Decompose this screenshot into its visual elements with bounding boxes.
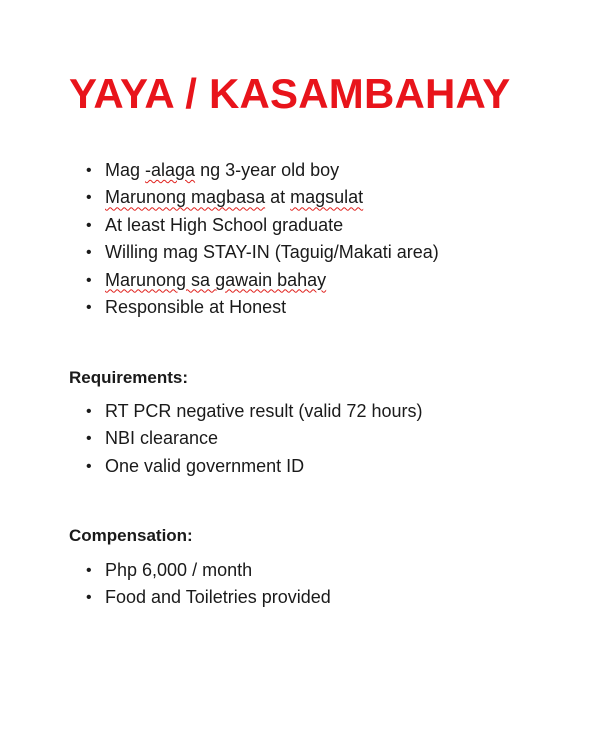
- list-item: • Food and Toiletries provided: [82, 584, 331, 611]
- requirements-list: [82, 398, 422, 480]
- spellcheck-flag: Marunong sa gawain bahay: [105, 269, 327, 290]
- list-item: • One valid government ID: [82, 453, 422, 480]
- bullet-icon: •: [86, 162, 92, 179]
- compensation-heading: Compensation:: [69, 526, 193, 545]
- bullet-icon: •: [86, 562, 92, 579]
- bullet-icon: •: [86, 589, 92, 607]
- requirements-heading: Requirements:: [69, 368, 189, 387]
- list-item: [82, 267, 439, 294]
- list-item: • Php 6,000 / month: [82, 557, 331, 584]
- page-title: YAYA / KASAMBAHAY: [69, 70, 511, 117]
- list-item: • Responsible at Honest: [82, 294, 439, 321]
- bullet-icon: •: [86, 216, 92, 234]
- list-item: • At least High School graduate: [82, 212, 439, 239]
- list-item: • RT PCR negative result (valid 72 hours): [82, 398, 422, 425]
- bullet-icon: •: [86, 244, 92, 262]
- list-item: • Marunong magbasa at magsulat: [82, 184, 439, 211]
- bullet-icon: •: [86, 271, 92, 289]
- spellcheck-flag: Marunong magbasa: [105, 187, 266, 208]
- bullet-icon: •: [86, 189, 92, 207]
- bullet-icon: •: [86, 430, 92, 448]
- spellcheck-flag: -alaga: [145, 160, 196, 180]
- compensation-list: [82, 557, 331, 612]
- spellcheck-flag: magsulat: [290, 187, 364, 208]
- bullet-icon: •: [86, 457, 92, 475]
- list-item: • Willing mag STAY-IN (Taguig/Makati area): [82, 239, 439, 266]
- duties-list: [82, 157, 439, 321]
- list-item: • NBI clearance: [82, 425, 422, 452]
- bullet-icon: •: [86, 299, 92, 317]
- list-item: • Mag -alaga ng 3-year old boy: [82, 157, 439, 184]
- bullet-icon: •: [86, 403, 92, 420]
